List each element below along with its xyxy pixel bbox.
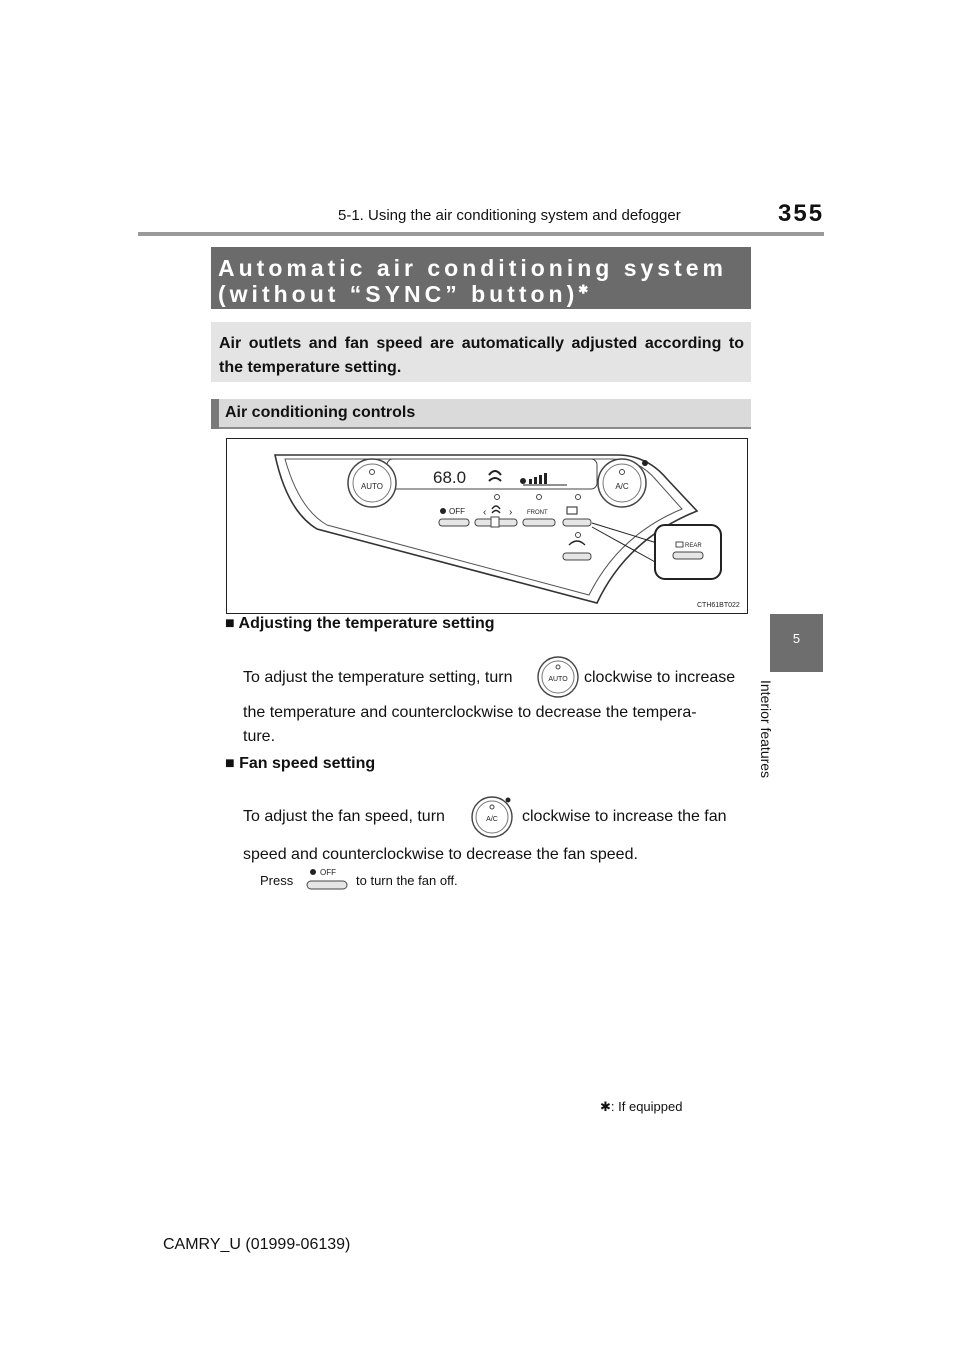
note-press: Press [260,873,294,888]
auto-knob-label: AUTO [360,482,384,491]
temp-text-line-3: ture. [243,728,276,745]
asterisk-icon: ✱ [578,282,589,297]
note-text: to turn the fan off. [356,873,458,888]
chapter-label-text: Interior features [758,680,774,779]
header-rule [138,232,824,236]
chapter-label [758,680,798,800]
rear-label: REAR [685,543,702,549]
fan-off-button-icon [304,866,350,892]
title-line-2-text: (without “SYNC” button) [218,281,579,307]
section-heading-text: Adjusting the temperature setting [238,615,495,632]
auto-knob-icon-label: AUTO [548,676,568,683]
section-heading-text: Fan speed setting [239,755,376,772]
figure-code: CTH61BT022 [697,602,740,609]
section-marker: ■ [225,615,235,632]
auto-knob[interactable] [348,459,396,507]
ac-knob-icon [470,795,514,839]
title-banner [211,247,751,309]
footnote [600,1099,682,1115]
chapter-number: 5 [792,631,801,646]
footer-code: CAMRY_U (01999-06139) [163,1236,351,1253]
temp-text-line-2: the temperature and counterclockwise to decrease the tempera- [243,704,697,721]
control-panel-figure [226,438,748,614]
control-panel-illustration [227,439,747,613]
svg-text:‹: ‹ [483,507,487,518]
temp-text-line-1-start: To adjust the temperature setting, turn [243,669,513,686]
temp-display: 68.0 [433,468,467,487]
svg-text:›: › [509,507,513,518]
intro-box [211,322,751,382]
fan-text-line-2: speed and counterclockwise to decrease the fan speed. [243,846,638,863]
section-heading-fan [225,755,375,773]
subheading-text: Air conditioning controls [225,404,416,421]
footnote-text: : If equipped [610,1099,683,1114]
section-marker: ■ [225,755,235,772]
subheading-bar [211,399,751,429]
section-path: 5-1. Using the air conditioning system and defogger [338,207,681,224]
temp-text-line-1-end: clockwise to increase [584,669,736,686]
title-line-1: Automatic air conditioning system [218,255,727,281]
title-line-2 [218,281,588,308]
fan-off-button-icon-label: OFF [320,868,336,877]
rear-callout-box [655,525,721,579]
ac-knob-icon-label: A/C [486,816,498,823]
ac-knob-label: A/C [615,482,629,491]
auto-knob-icon [536,655,580,699]
subheading-accent [211,399,219,429]
footnote-symbol: ✱ [600,1099,611,1114]
intro-text: Air outlets and fan speed are automatically adjusted according to the temperature setting. [219,335,744,376]
section-heading-temperature [225,615,495,633]
fan-text-line-1-start: To adjust the fan speed, turn [243,808,445,825]
off-label: OFF [449,507,465,516]
fan-text-line-1-end: clockwise to increase the fan [522,808,727,825]
front-label: FRONT [527,510,548,516]
page-number: 355 [778,200,825,227]
